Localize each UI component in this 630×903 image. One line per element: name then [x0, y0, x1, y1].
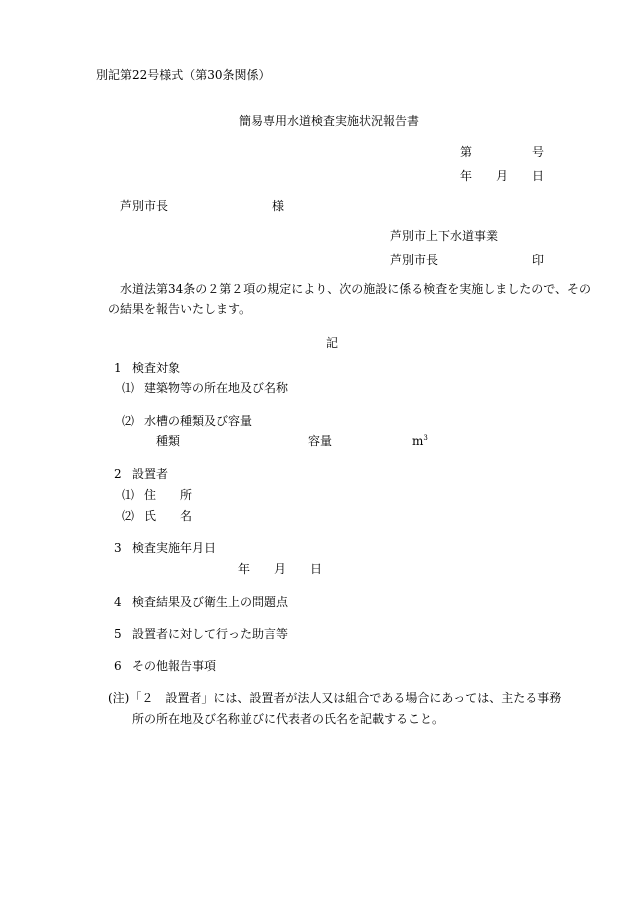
document-title: 簡易専用水道検査実施状況報告書: [239, 114, 420, 128]
intro-line-1: 水道法第34条の２第２項の規定により、次の施設に係る検査を実施しましたので、その: [120, 282, 592, 296]
section-1-1-number: ⑴: [122, 381, 135, 395]
section-1-2-text: 水槽の種類及び容量: [144, 414, 253, 428]
date-month: 月: [496, 169, 509, 183]
note-line-2: 所の所在地及び名称並びに代表者の氏名を記載すること。: [132, 712, 445, 726]
date-day: 日: [532, 169, 545, 183]
sender-org: 芦別市上下水道事業: [390, 229, 499, 243]
section-3-number: 3: [114, 541, 122, 555]
tank-capacity-label: 容量: [308, 434, 333, 448]
section-4-title: 検査結果及び衛生上の問題点: [132, 595, 289, 609]
section-1-1-text: 建築物等の所在地及び名称: [144, 381, 289, 395]
inspection-year: 年: [238, 562, 251, 576]
section-3-title: 検査実施年月日: [132, 541, 217, 555]
section-2-2-number: ⑵: [122, 509, 135, 523]
section-6-number: 6: [114, 659, 122, 673]
section-4-number: 4: [114, 595, 122, 609]
section-1-2-number: ⑵: [122, 414, 135, 428]
number-dai: 第: [460, 145, 473, 159]
section-2-2-text: 氏 名: [144, 509, 193, 523]
section-5-title: 設置者に対して行った助言等: [132, 627, 289, 641]
tank-capacity-unit: $m^3$: [412, 434, 428, 448]
sender-seal: 印: [532, 253, 545, 267]
section-2-1-number: ⑴: [122, 488, 135, 502]
section-1-title: 検査対象: [132, 361, 181, 375]
form-label: 別記第22号様式（第30条関係）: [96, 68, 271, 82]
section-5-number: 5: [114, 627, 122, 641]
section-6-title: その他報告事項: [132, 659, 217, 673]
section-2-title: 設置者: [132, 467, 169, 481]
addressee-name: 芦別市長: [120, 199, 169, 213]
inspection-day: 日: [310, 562, 323, 576]
number-go: 号: [532, 145, 545, 159]
intro-line-2: の結果を報告いたします。: [108, 302, 252, 316]
ki-heading: 記: [326, 336, 339, 350]
inspection-month: 月: [274, 562, 287, 576]
sender-title: 芦別市長: [390, 253, 439, 267]
section-2-1-text: 住 所: [144, 488, 193, 502]
addressee-sama: 様: [272, 199, 285, 213]
tank-kind-label: 種類: [156, 434, 181, 448]
note-line-1: (注)「２ 設置者」には、設置者が法人又は組合である場合にあっては、主たる事務: [108, 691, 562, 705]
section-2-number: 2: [114, 467, 122, 481]
date-year: 年: [460, 169, 473, 183]
section-1-number: 1: [114, 361, 122, 375]
